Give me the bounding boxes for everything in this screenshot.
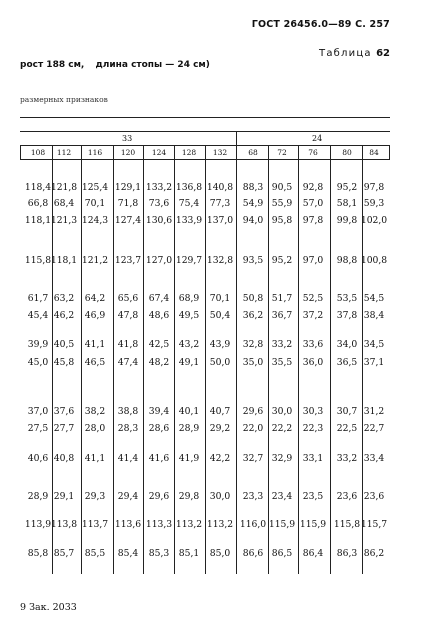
table-cell: 37,2 [302, 310, 324, 321]
table-number: 62 [376, 48, 390, 59]
table-cell: 41,6 [148, 453, 170, 464]
table-cell: 36,0 [302, 357, 324, 368]
table-cell: 33,2 [336, 453, 358, 464]
table-cell: 41,8 [117, 339, 139, 350]
table-cell: 118,1 [24, 215, 52, 226]
table-cell: 32,8 [242, 339, 264, 350]
table-cell: 129,1 [114, 182, 142, 193]
table-cell: 27,7 [53, 423, 75, 434]
column-header: 112 [56, 148, 72, 157]
table-cell: 33,6 [302, 339, 324, 350]
table-cell: 33,1 [302, 453, 324, 464]
column-header: 76 [308, 148, 318, 157]
table-cell: 92,8 [302, 182, 324, 193]
header-divider [113, 145, 114, 159]
table-cell: 123,7 [114, 255, 142, 266]
table-cell: 39,9 [27, 339, 49, 350]
column-header: 72 [277, 148, 287, 157]
table-cell: 36,2 [242, 310, 264, 321]
table-cell: 86,4 [302, 548, 324, 559]
column-header: 116 [87, 148, 103, 157]
table-cell: 130,6 [145, 215, 173, 226]
table-cell: 29,8 [178, 491, 200, 502]
header-divider [20, 145, 21, 159]
column-header: 128 [181, 148, 197, 157]
group-divider [236, 131, 237, 145]
table-cell: 48,2 [148, 357, 170, 368]
table-cell: 23,3 [242, 491, 264, 502]
table-cell: 127,0 [145, 255, 173, 266]
table-cell: 28,3 [117, 423, 139, 434]
table-cell: 52,5 [302, 293, 324, 304]
table-cell: 88,3 [242, 182, 264, 193]
table-cell: 71,8 [117, 198, 139, 209]
table-cell: 46,5 [84, 357, 106, 368]
table-cell: 53,5 [336, 293, 358, 304]
table-subtitle [20, 60, 210, 70]
table-cell: 137,0 [206, 215, 234, 226]
table-cell: 38,2 [84, 406, 106, 417]
header-divider [268, 145, 269, 159]
table-cell: 63,2 [53, 293, 75, 304]
table-cell: 93,5 [242, 255, 264, 266]
table-cell: 97,8 [363, 182, 385, 193]
table-cell: 113,9 [24, 519, 52, 530]
header-divider [298, 145, 299, 159]
table-cell: 40,1 [178, 406, 200, 417]
table-cell: 121,2 [81, 255, 109, 266]
table-cell: 29,6 [148, 491, 170, 502]
table-cell: 22,2 [271, 423, 293, 434]
subtitle-height: рост 188 см, [20, 60, 85, 70]
table-cell: 51,7 [271, 293, 293, 304]
table-cell: 30,3 [302, 406, 324, 417]
table-cell: 115,8 [333, 519, 361, 530]
table-cell: 46,9 [84, 310, 106, 321]
table-cell: 73,6 [148, 198, 170, 209]
table-cell: 29,3 [84, 491, 106, 502]
subtitle-foot: длина стопы — 24 см) [95, 60, 210, 70]
page-header: ГОСТ 26456.0—89 С. 257 [251, 19, 390, 30]
group-label: 24 [312, 134, 323, 143]
table-cell: 118,4 [24, 182, 52, 193]
column-header: 68 [248, 148, 258, 157]
table-cell: 40,8 [53, 453, 75, 464]
rule-top [20, 117, 390, 118]
table-cell: 132,8 [206, 255, 234, 266]
table-cell: 55,9 [271, 198, 293, 209]
table-cell: 35,0 [242, 357, 264, 368]
table-cell: 29,6 [242, 406, 264, 417]
header-divider [389, 145, 390, 159]
table-cell: 36,7 [271, 310, 293, 321]
table-cell: 32,9 [271, 453, 293, 464]
table-cell: 37,1 [363, 357, 385, 368]
table-cell: 40,6 [27, 453, 49, 464]
table-cell: 95,2 [271, 255, 293, 266]
table-cell: 43,9 [209, 339, 231, 350]
table-cell: 40,5 [53, 339, 75, 350]
header-divider [330, 145, 331, 159]
header-divider [52, 145, 53, 159]
table-cell: 86,3 [336, 548, 358, 559]
table-cell: 68,4 [53, 198, 75, 209]
table-cell: 95,2 [336, 182, 358, 193]
table-cell: 136,8 [175, 182, 203, 193]
table-cell: 124,3 [81, 215, 109, 226]
table-cell: 113,2 [175, 519, 203, 530]
header-divider [174, 145, 175, 159]
table-cell: 115,9 [299, 519, 327, 530]
table-cell: 115,9 [268, 519, 296, 530]
table-cell: 46,2 [53, 310, 75, 321]
table-cell: 85,7 [53, 548, 75, 559]
table-cell: 37,6 [53, 406, 75, 417]
table-cell: 30,0 [271, 406, 293, 417]
table-cell: 58,1 [336, 198, 358, 209]
table-cell: 42,5 [148, 339, 170, 350]
table-cell: 39,4 [148, 406, 170, 417]
table-cell: 33,2 [271, 339, 293, 350]
table-cell: 85,3 [148, 548, 170, 559]
table-cell: 86,2 [363, 548, 385, 559]
table-cell: 70,1 [84, 198, 106, 209]
table-cell: 85,5 [84, 548, 106, 559]
column-header: 132 [212, 148, 228, 157]
column-header: 84 [369, 148, 379, 157]
table-cell: 45,4 [27, 310, 49, 321]
table-label [319, 48, 390, 59]
table-cell: 32,7 [242, 453, 264, 464]
table-cell: 45,0 [27, 357, 49, 368]
table-cell: 95,8 [271, 215, 293, 226]
table-cell: 54,5 [363, 293, 385, 304]
table-cell: 30,0 [209, 491, 231, 502]
table-cell: 75,4 [178, 198, 200, 209]
table-cell: 70,1 [209, 293, 231, 304]
table-cell: 100,8 [360, 255, 388, 266]
header-divider [236, 145, 237, 159]
table-cell: 28,9 [27, 491, 49, 502]
table-cell: 50,0 [209, 357, 231, 368]
table-cell: 133,9 [175, 215, 203, 226]
table-cell: 49,5 [178, 310, 200, 321]
table-cell: 40,7 [209, 406, 231, 417]
table-cell: 36,5 [336, 357, 358, 368]
table-cell: 38,8 [117, 406, 139, 417]
table-cell: 37,0 [27, 406, 49, 417]
table-cell: 113,8 [50, 519, 78, 530]
table-cell: 102,0 [360, 215, 388, 226]
table-label-text: Таблица [319, 48, 372, 59]
table-cell: 42,2 [209, 453, 231, 464]
table-cell: 35,5 [271, 357, 293, 368]
table-cell: 64,2 [84, 293, 106, 304]
table-cell: 27,5 [27, 423, 49, 434]
table-cell: 115,7 [360, 519, 388, 530]
table-cell: 140,8 [206, 182, 234, 193]
table-cell: 23,4 [271, 491, 293, 502]
header-divider [143, 145, 144, 159]
table-cell: 54,9 [242, 198, 264, 209]
table-cell: 41,1 [84, 339, 106, 350]
table-cell: 33,4 [363, 453, 385, 464]
header-divider [81, 145, 82, 159]
table-cell: 99,8 [336, 215, 358, 226]
table-cell: 65,6 [117, 293, 139, 304]
table-cell: 125,4 [81, 182, 109, 193]
table-cell: 41,1 [84, 453, 106, 464]
header-divider [362, 145, 363, 159]
table-cell: 98,8 [336, 255, 358, 266]
table-cell: 61,7 [27, 293, 49, 304]
table-cell: 34,0 [336, 339, 358, 350]
table-cell: 133,2 [145, 182, 173, 193]
table-cell: 57,0 [302, 198, 324, 209]
table-cell: 97,0 [302, 255, 324, 266]
table-cell: 48,6 [148, 310, 170, 321]
table-cell: 121,3 [50, 215, 78, 226]
column-header: 120 [120, 148, 136, 157]
table-cell: 22,0 [242, 423, 264, 434]
table-cell: 28,9 [178, 423, 200, 434]
table-cell: 113,6 [114, 519, 142, 530]
table-cell: 113,7 [81, 519, 109, 530]
table-cell: 85,8 [27, 548, 49, 559]
table-cell: 97,8 [302, 215, 324, 226]
table-cell: 22,7 [363, 423, 385, 434]
table-cell: 30,7 [336, 406, 358, 417]
table-cell: 129,7 [175, 255, 203, 266]
table-cell: 113,3 [145, 519, 173, 530]
table-cell: 85,1 [178, 548, 200, 559]
table-cell: 22,5 [336, 423, 358, 434]
table-cell: 47,4 [117, 357, 139, 368]
table-cell: 90,5 [271, 182, 293, 193]
table-cell: 67,4 [148, 293, 170, 304]
table-cell: 121,8 [50, 182, 78, 193]
table-cell: 29,2 [209, 423, 231, 434]
table-cell: 113,2 [206, 519, 234, 530]
table-cell: 86,5 [271, 548, 293, 559]
table-cell: 127,4 [114, 215, 142, 226]
group-label: 33 [122, 134, 133, 143]
table-cell: 28,6 [148, 423, 170, 434]
table-cell: 68,9 [178, 293, 200, 304]
table-cell: 22,3 [302, 423, 324, 434]
table-cell: 31,2 [363, 406, 385, 417]
table-cell: 34,5 [363, 339, 385, 350]
table-cell: 23,6 [336, 491, 358, 502]
table-cell: 59,3 [363, 198, 385, 209]
table-cell: 86,6 [242, 548, 264, 559]
table-cell: 50,8 [242, 293, 264, 304]
page-footer: 9 Зак. 2033 [20, 602, 77, 613]
table-cell: 29,4 [117, 491, 139, 502]
table-cell: 28,0 [84, 423, 106, 434]
table-cell: 38,4 [363, 310, 385, 321]
table-cell: 49,1 [178, 357, 200, 368]
header-divider [205, 145, 206, 159]
column-header: 124 [151, 148, 167, 157]
table-cell: 85,4 [117, 548, 139, 559]
table-cell: 37,8 [336, 310, 358, 321]
table-cell: 41,4 [117, 453, 139, 464]
table-cell: 41,9 [178, 453, 200, 464]
table-caption: размерных признаков [20, 95, 108, 104]
table-cell: 115,8 [24, 255, 52, 266]
table-cell: 77,3 [209, 198, 231, 209]
table-cell: 85,0 [209, 548, 231, 559]
column-header: 108 [30, 148, 46, 157]
table-cell: 50,4 [209, 310, 231, 321]
table-cell: 94,0 [242, 215, 264, 226]
rule-2 [20, 131, 390, 132]
table-cell: 45,8 [53, 357, 75, 368]
table-cell: 23,6 [363, 491, 385, 502]
column-header: 80 [342, 148, 352, 157]
table-cell: 66,8 [27, 198, 49, 209]
table-cell: 118,1 [50, 255, 78, 266]
table-cell: 47,8 [117, 310, 139, 321]
table-cell: 116,0 [239, 519, 267, 530]
table-cell: 23,5 [302, 491, 324, 502]
table-cell: 43,2 [178, 339, 200, 350]
table-cell: 29,1 [53, 491, 75, 502]
